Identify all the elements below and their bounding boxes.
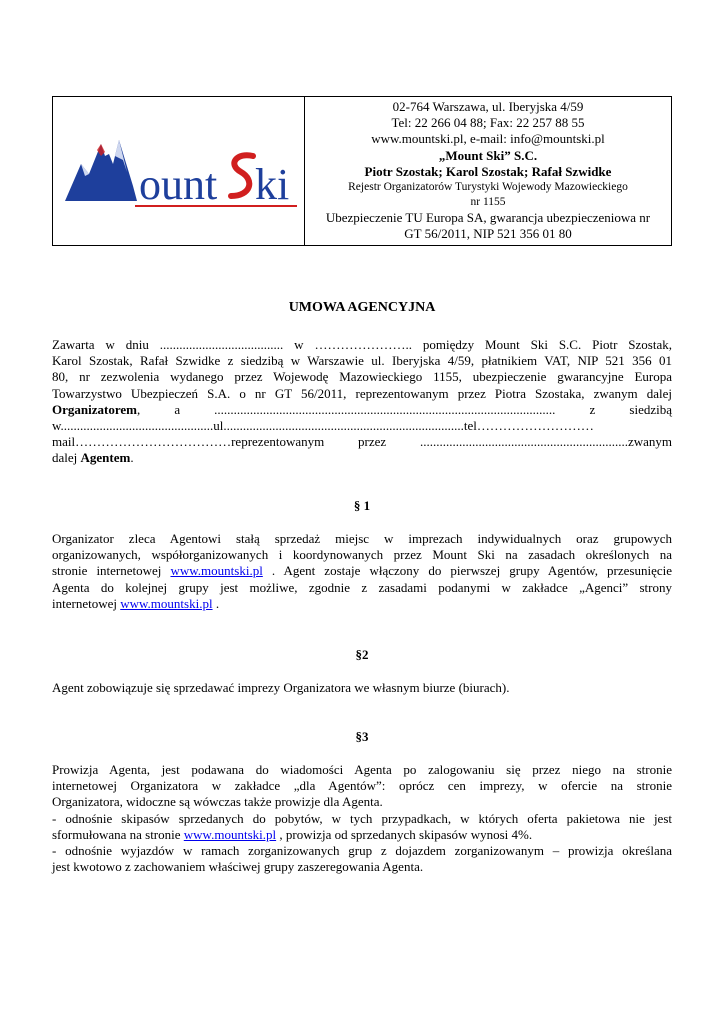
section-line: Organizatora, widoczne są wówczas także prowizje dla Agenta. — [52, 794, 383, 810]
intro-line: Zawarta w dniu ...................................... w ………………….. pomiędzy Mount Ski S.C. Piotr Szostak, — [52, 337, 672, 352]
organizer-term: Organizatorem — [52, 401, 137, 417]
intro-line: Towarzystwo Ubezpieczeń S.A. o nr GT 56/2011, reprezentowanym przez Piotra Szostaka, zwanym dalej — [52, 385, 672, 401]
section-text: stronie internetowej — [52, 563, 171, 579]
company-web: www.mountski.pl, e-mail: info@mountski.pl — [371, 131, 605, 147]
company-name: „Mount Ski” S.C. — [438, 147, 538, 163]
section-2-text: Agent zobowiązuje się sprzedawać imprezy Organizatora we własnym biurze (biurach). — [52, 680, 510, 695]
company-insurance-1: Ubezpieczenie TU Europa SA, gwarancja ubezpieczeniowa nr — [325, 210, 651, 226]
company-info — [305, 97, 671, 245]
intro-text: dalej — [52, 450, 81, 466]
section-text: , prowizja od sprzedanych skipasów wynosi 4%. — [276, 826, 533, 842]
logo-cell — [53, 97, 305, 245]
mountski-logo — [57, 126, 301, 216]
intro-line — [52, 450, 672, 466]
section-line — [52, 563, 672, 579]
section-text: sformułowana na stronie — [52, 826, 184, 842]
mountski-link[interactable]: www.mountski.pl — [183, 826, 277, 842]
svg-text:ki: ki — [254, 160, 289, 209]
section-1-heading: § 1 — [353, 498, 371, 513]
intro-paragraph — [52, 337, 672, 467]
section-line: internetowej Organizatora w zakładce „dla Agentów”: oprócz cen imprezy, w ofercie na stronie — [52, 778, 672, 794]
section-line — [52, 596, 672, 612]
company-insurance-2: GT 56/2011, NIP 521 356 01 80 — [404, 226, 572, 242]
section-1-text — [52, 531, 672, 612]
intro-text: . — [130, 450, 134, 466]
intro-line: w...............................................ul..........................................................................tel……………………… — [52, 418, 594, 434]
company-registry-no: nr 1155 — [470, 196, 506, 209]
section-text: . Agent zostaje włączony do pierwszej grupy Agentów, przesunięcie — [262, 563, 673, 579]
section-line: Agenta do kolejnej grupy jest możliwe, zgodnie z zasadami podanymi w zakładce „Agenci” strony — [52, 579, 672, 595]
section-text: internetowej — [52, 595, 121, 611]
section-text: . — [212, 595, 220, 611]
section-3-text — [52, 762, 672, 875]
company-address: 02-764 Warszawa, ul. Iberyjska 4/59 — [392, 99, 584, 114]
intro-line: mail………………………………reprezentowanym przez ................................................................zwanym — [52, 434, 672, 450]
intro-line — [52, 402, 672, 418]
section-line: organizowanych, współorganizowanych i koordynowanych przez Mount Ski na zasadach określonych na — [52, 547, 672, 563]
svg-text:ount: ount — [138, 160, 217, 209]
section-line — [52, 827, 672, 843]
section-3-heading: §3 — [355, 729, 369, 744]
document-title: UMOWA AGENCYJNA — [288, 300, 436, 315]
section-line: - odnośnie skipasów sprzedanych do pobytów, w tych przypadkach, w których oferta pakietowa nie jest — [52, 810, 672, 826]
agent-term: Agentem — [80, 450, 131, 466]
section-2-heading: §2 — [355, 647, 369, 662]
company-registry: Rejestr Organizatorów Turystyki Wojewody Mazowieckiego — [348, 181, 628, 194]
company-phone: Tel: 22 266 04 88; Fax: 22 257 88 55 — [391, 115, 585, 131]
intro-line: Karol Szostak, Rafał Szwidke z siedzibą w Warszawie ul. Iberyjska 4/59, płatnikiem VAT, NIP 521 356 01 — [52, 353, 672, 369]
intro-line: 80, nr zezwolenia wydanego przez Wojewodę Mazowieckiego 1155, ubezpieczenie gwarancyjne Europa — [52, 369, 672, 385]
intro-text: , a ......................................................................................................... z siedzibą — [136, 401, 672, 417]
section-line: - odnośnie wyjazdów w ramach zorganizowanych grup z dojazdem zorganizowanym – prowizja określana — [52, 843, 672, 859]
section-line: Prowizja Agenta, jest podawana do wiadomości Agenta po zalogowaniu się przez niego na stronie — [52, 762, 672, 777]
section-line: Organizator zleca Agentowi stałą sprzedaż miejsc w imprezach indywidualnych oraz grupowych — [52, 531, 672, 546]
company-owners: Piotr Szostak; Karol Szostak; Rafał Szwidke — [364, 163, 612, 179]
mountski-link[interactable]: www.mountski.pl — [120, 595, 213, 611]
mountski-link[interactable]: www.mountski.pl — [170, 563, 263, 579]
letterhead-table — [52, 96, 672, 246]
section-line: jest kwotowo z zachowaniem właściwej grupy zaszeregowania Agenta. — [52, 859, 424, 875]
